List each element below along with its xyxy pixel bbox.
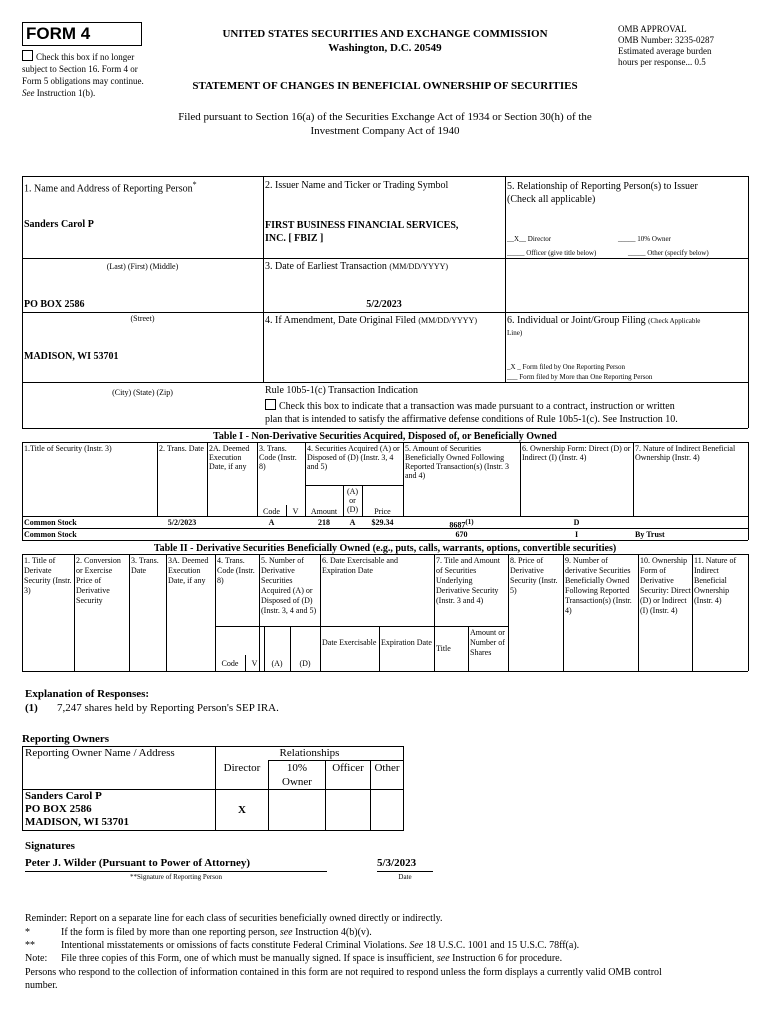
- t2-h-title-sub: Title: [436, 644, 451, 653]
- t1-row1-title: Common Stock: [24, 518, 77, 527]
- t1-h-price: Price: [374, 507, 391, 516]
- t1-row2-title: Common Stock: [24, 530, 77, 539]
- t1-row1-aord: A: [349, 518, 356, 527]
- explanation-num: (1): [25, 702, 38, 714]
- box1-label: 1. Name and Address of Reporting Person*: [24, 180, 197, 195]
- t2-h-title-amount: 7. Title and Amount of Securities Underlying Derivative Security (Instr. 3 and 4): [436, 556, 501, 605]
- t1-row1-amount: 218: [318, 518, 330, 527]
- name-caption: (Last) (First) (Middle): [106, 262, 179, 271]
- explanation-title: Explanation of Responses:: [25, 688, 150, 700]
- no-longer-subject-note: Check this box if no longer subject to Section 16. Form 4 or Form 5 obligations may continue. See Instruction 1(b).: [22, 52, 144, 98]
- t2-h-derivative-owned: 9. Number of derivative Securities Beneficially Owned Following Reported Transaction(s) (Instr. 4): [565, 556, 632, 615]
- owners-col-officer: Officer: [326, 761, 371, 790]
- t2-h-code: 4. Trans. Code (Instr. 8): [217, 556, 255, 585]
- owners-col-director: Director: [216, 761, 269, 790]
- t1-row2-nature: By Trust: [635, 530, 665, 539]
- form-title: FORM 4: [22, 22, 142, 46]
- t1-row1-form: D: [573, 518, 580, 527]
- t1-row2-owned: 670: [455, 530, 468, 539]
- box6-label: 6. Individual or Joint/Group Filing (Check Applicable Line): [507, 315, 701, 337]
- t1-row1-owned: 8687$^{(1)}$: [449, 518, 474, 530]
- t1-h-code: 3. Trans. Code (Instr. 8): [259, 444, 297, 471]
- t2-h-a: (A): [271, 659, 283, 668]
- street-address: PO BOX 2586: [24, 299, 85, 310]
- t1-h-v: V: [292, 507, 299, 516]
- t1-h-date: 2. Trans. Date: [159, 444, 204, 453]
- t1-h-securities: 4. Securities Acquired (A) or Disposed of (D) (Instr. 3, 4 and 5): [307, 444, 400, 471]
- t2-h-date: 3. Trans. Date: [131, 556, 159, 575]
- t2-h-price: 8. Price of Derivative Security (Instr. 5): [510, 556, 558, 595]
- t2-h-d: (D): [299, 659, 311, 668]
- filed-by-more-line[interactable]: ___ Form filed by More than One Reporting Person: [507, 373, 653, 381]
- t2-h-number: 5. Number of Derivative Securities Acquired (A) or Disposed of (D) (Instr. 3, 4 and 5): [261, 556, 317, 615]
- t1-h-code-sub: Code: [263, 507, 280, 516]
- t1-row1-price: $29.34: [371, 518, 394, 527]
- statement-title: STATEMENT OF CHANGES IN BENEFICIAL OWNERSHIP OF SECURITIES: [192, 80, 578, 92]
- director-checkbox-line[interactable]: __X__ Director: [507, 235, 552, 243]
- note-label: Note:: [25, 953, 48, 964]
- issuer-name: FIRST BUSINESS FINANCIAL SERVICES, INC. [ FBIZ ]: [265, 220, 459, 244]
- signer-name: Peter J. Wilder (Pursuant to Power of Attorney): [25, 857, 251, 869]
- footnote-star: *: [25, 927, 30, 938]
- owners-title: Reporting Owners: [22, 733, 110, 745]
- t1-h-deemed: 2A. Deemed Execution Date, if any: [209, 444, 250, 471]
- t1-h-ownership-form: 6. Ownership Form: Direct (D) or Indirect (I) (Instr. 4): [522, 444, 631, 462]
- rule-10b5-checkbox[interactable]: [265, 399, 276, 410]
- t2-h-conversion: 2. Conversion or Exercise Price of Derivative Security: [76, 556, 121, 605]
- agency-location: Washington, D.C. 20549: [328, 42, 442, 54]
- other-line[interactable]: _____ Other (specify below): [628, 249, 709, 257]
- t2-h-amount: Amount or Number of Shares: [470, 628, 505, 657]
- owners-table: [22, 746, 404, 831]
- street-caption: (Street): [130, 314, 155, 323]
- t1-row1-code: A: [268, 518, 275, 527]
- date-caption: Date: [398, 873, 412, 881]
- filed-by-one-line[interactable]: _X _ Form filed by One Reporting Person: [507, 363, 626, 371]
- t1-h-amount-owned: 5. Amount of Securities Beneficially Owned Following Reported Transaction(s) (Instr. 3 and 4): [405, 444, 509, 480]
- persons-respond: Persons who respond to the collection of information contained in this form are not required to respond unless the form displays a currently valid OMB control number.: [25, 967, 662, 991]
- reminder-text: Reminder: Report on a separate line for each class of securities beneficially owned directly or indirectly.: [25, 913, 443, 924]
- t1-h-title: 1.Title of Security (Instr. 3): [24, 444, 112, 453]
- table2-title: Table II - Derivative Securities Beneficially Owned (e.g., puts, calls, warrants, options, convertible securities): [153, 543, 617, 554]
- t2-h-deemed: 3A. Deemed Execution Date, if any: [168, 556, 209, 585]
- rule-title: Rule 10b5-1(c) Transaction Indication: [265, 385, 419, 396]
- owners-col-10pct: 10% Owner: [269, 761, 326, 790]
- reporting-person-name: Sanders Carol P: [24, 219, 94, 230]
- t2-h-ownership-form: 10. Ownership Form of Derivative Security: Direct (D) or Indirect (I) (Instr. 4): [640, 556, 691, 615]
- explanation-text: 7,247 shares held by Reporting Person's SEP IRA.: [57, 702, 279, 714]
- t2-h-exercisable: 6. Date Exercisable and Expiration Date: [322, 556, 398, 575]
- t2-h-v: V: [251, 659, 258, 668]
- signature-date: 5/3/2023: [377, 857, 417, 869]
- owners-col-rel: Relationships: [216, 747, 404, 761]
- agency-name: UNITED STATES SECURITIES AND EXCHANGE COMMISSION: [222, 28, 548, 40]
- box5-label: 5. Relationship of Reporting Person(s) to Issuer (Check all applicable): [507, 181, 698, 205]
- owners-col-name: Reporting Owner Name / Address: [23, 747, 216, 790]
- city-caption: (City) (State) (Zip): [112, 388, 173, 397]
- table1-title: Table I - Non-Derivative Securities Acquired, Disposed of, or Beneficially Owned: [213, 431, 557, 442]
- officer-line[interactable]: _____ Officer (give title below): [507, 249, 597, 257]
- t1-h-amount: Amount: [310, 507, 338, 516]
- footnote-double-star-text: Intentional misstatements or omissions of facts constitute Federal Criminal Violations. See 18 U.S.C. 1001 and 15 U.S.C. 78ff(a).: [61, 940, 580, 951]
- box2-label: 2. Issuer Name and Ticker or Trading Symbol: [265, 180, 449, 191]
- t2-h-code-sub: Code: [221, 659, 239, 668]
- ten-pct-owner-line[interactable]: _____ 10% Owner: [618, 235, 671, 243]
- note-text: File three copies of this Form, one of which must be manually signed. If space is insufficient, see Instruction 6 for procedure.: [61, 953, 563, 964]
- owner-name-address: Sanders Carol P PO BOX 2586 MADISON, WI 53701: [23, 790, 216, 831]
- t1-row1-date: 5/2/2023: [167, 518, 197, 527]
- t1-row2-form: I: [574, 530, 579, 539]
- footnote-star-text: If the form is filed by more than one reporting person, see Instruction 4(b)(v).: [61, 927, 372, 938]
- box4-label: 4. If Amendment, Date Original Filed (MM/DD/YYYY): [265, 315, 477, 326]
- t2-h-exp: Expiration Date: [381, 638, 432, 647]
- t2-h-date-ex: Date Exercisable: [322, 638, 377, 647]
- owner-director-mark: X: [216, 790, 269, 831]
- signatures-title: Signatures: [25, 840, 75, 852]
- t1-h-nature: 7. Nature of Indirect Beneficial Ownership (Instr. 4): [635, 444, 736, 462]
- owners-col-other: Other: [371, 761, 404, 790]
- signature-caption: **Signature of Reporting Person: [130, 873, 222, 881]
- footnote-double-star: **: [25, 940, 35, 951]
- t2-h-nature: 11. Nature of Indirect Beneficial Ownership (Instr. 4): [694, 556, 737, 605]
- t1-h-aord: (A) or (D): [346, 487, 359, 514]
- city-state-zip: MADISON, WI 53701: [24, 351, 119, 362]
- filed-pursuant: Filed pursuant to Section 16(a) of the Securities Exchange Act of 1934 or Section 30(h) of the Investment Company Act of 1940: [178, 111, 592, 137]
- t2-h-title: 1. Title of Derivate Security (Instr. 3): [24, 556, 72, 595]
- rule-text: Check this box to indicate that a transaction was made pursuant to a contract, instruction or written plan that is intended to satisfy the affirmative defense conditions of Rule 10b5-1(c). See Instruction 10.: [265, 401, 678, 425]
- box3-label: 3. Date of Earliest Transaction (MM/DD/YYYY): [265, 261, 449, 272]
- no-longer-subject-checkbox[interactable]: [22, 50, 33, 61]
- earliest-transaction-date: 5/2/2023: [366, 299, 402, 310]
- omb-approval: OMB APPROVAL OMB Number: 3235-0287 Estimated average burden hours per response... 0.5: [618, 24, 714, 67]
